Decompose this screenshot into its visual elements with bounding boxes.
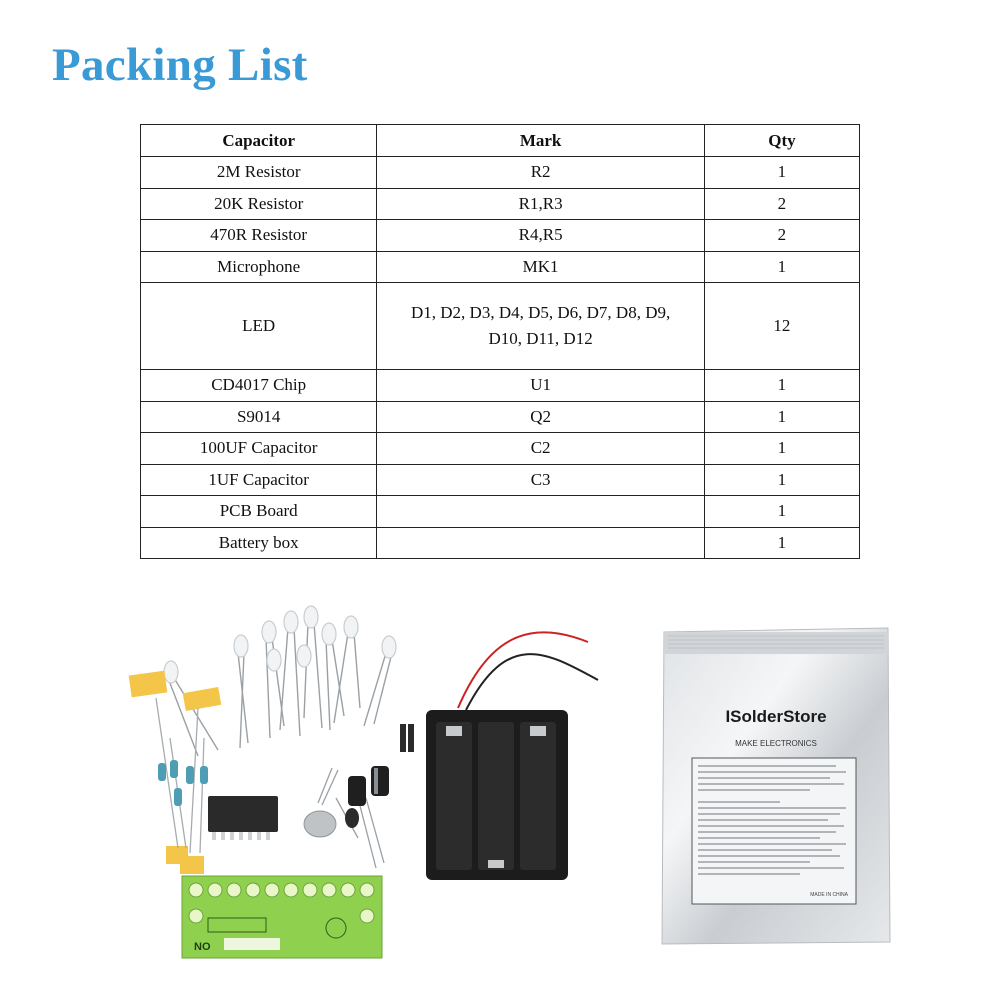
header-qty: Qty [704,125,859,157]
bag-brand: ISolderStore [725,707,827,726]
table-row [141,220,860,252]
cell-mark [377,283,704,370]
chip-icon [208,796,278,840]
cell-name: LED [141,283,377,370]
cell-qty: 1 [704,464,859,496]
kit-components-photo [108,598,604,970]
microphone-icon [304,768,338,837]
cell-name: 100UF Capacitor [141,433,377,465]
table-row [141,370,860,402]
cell-name: 470R Resistor [141,220,377,252]
cell-name: 2M Resistor [141,157,377,189]
table-row [141,527,860,559]
cell-qty: 1 [704,251,859,283]
header-mark: Mark [377,125,704,157]
bag-subtitle: MAKE ELECTRONICS [735,739,817,748]
cell-name: Microphone [141,251,377,283]
cell-name: 1UF Capacitor [141,464,377,496]
led-icon [168,623,392,756]
cell-mark: U1 [377,370,704,402]
cell-name: PCB Board [141,496,377,528]
bag-made-in: MADE IN CHINA [810,892,848,898]
cell-name: S9014 [141,401,377,433]
cell-mark-line: D1, D2, D3, D4, D5, D6, D7, D8, D9, [410,303,671,322]
cell-qty: 2 [704,220,859,252]
cell-mark: R4,R5 [377,220,704,252]
page-title: Packing List [52,39,308,91]
table-row [141,188,860,220]
cell-mark: R2 [377,157,704,189]
cell-qty: 12 [704,283,859,370]
cell-name: 20K Resistor [141,188,377,220]
cell-mark: MK1 [377,251,704,283]
pcb-label: NO [194,941,211,953]
table-row [141,283,860,370]
table-header-row [141,125,860,157]
cell-name: Battery box [141,527,377,559]
cell-qty: 1 [704,527,859,559]
cell-mark: C3 [377,464,704,496]
cell-mark: R1,R3 [377,188,704,220]
table-row [141,496,860,528]
cell-qty: 1 [704,157,859,189]
table-row [141,401,860,433]
table-row [141,157,860,189]
cell-mark: C2 [377,433,704,465]
cell-qty: 2 [704,188,859,220]
cell-qty: 1 [704,370,859,402]
packaging-bag-photo [660,626,892,946]
cell-mark [377,527,704,559]
cell-qty: 1 [704,496,859,528]
cell-mark: Q2 [377,401,704,433]
cell-qty: 1 [704,433,859,465]
pcb-board-icon [182,876,382,958]
cell-name: CD4017 Chip [141,370,377,402]
table-row [141,251,860,283]
table-row [141,433,860,465]
cell-mark-line: D10, D11, D12 [488,329,593,348]
cell-qty: 1 [704,401,859,433]
cell-mark [377,496,704,528]
packing-list-table [140,124,860,559]
battery-box-icon [426,632,598,880]
table-row [141,464,860,496]
header-component: Capacitor [141,125,377,157]
